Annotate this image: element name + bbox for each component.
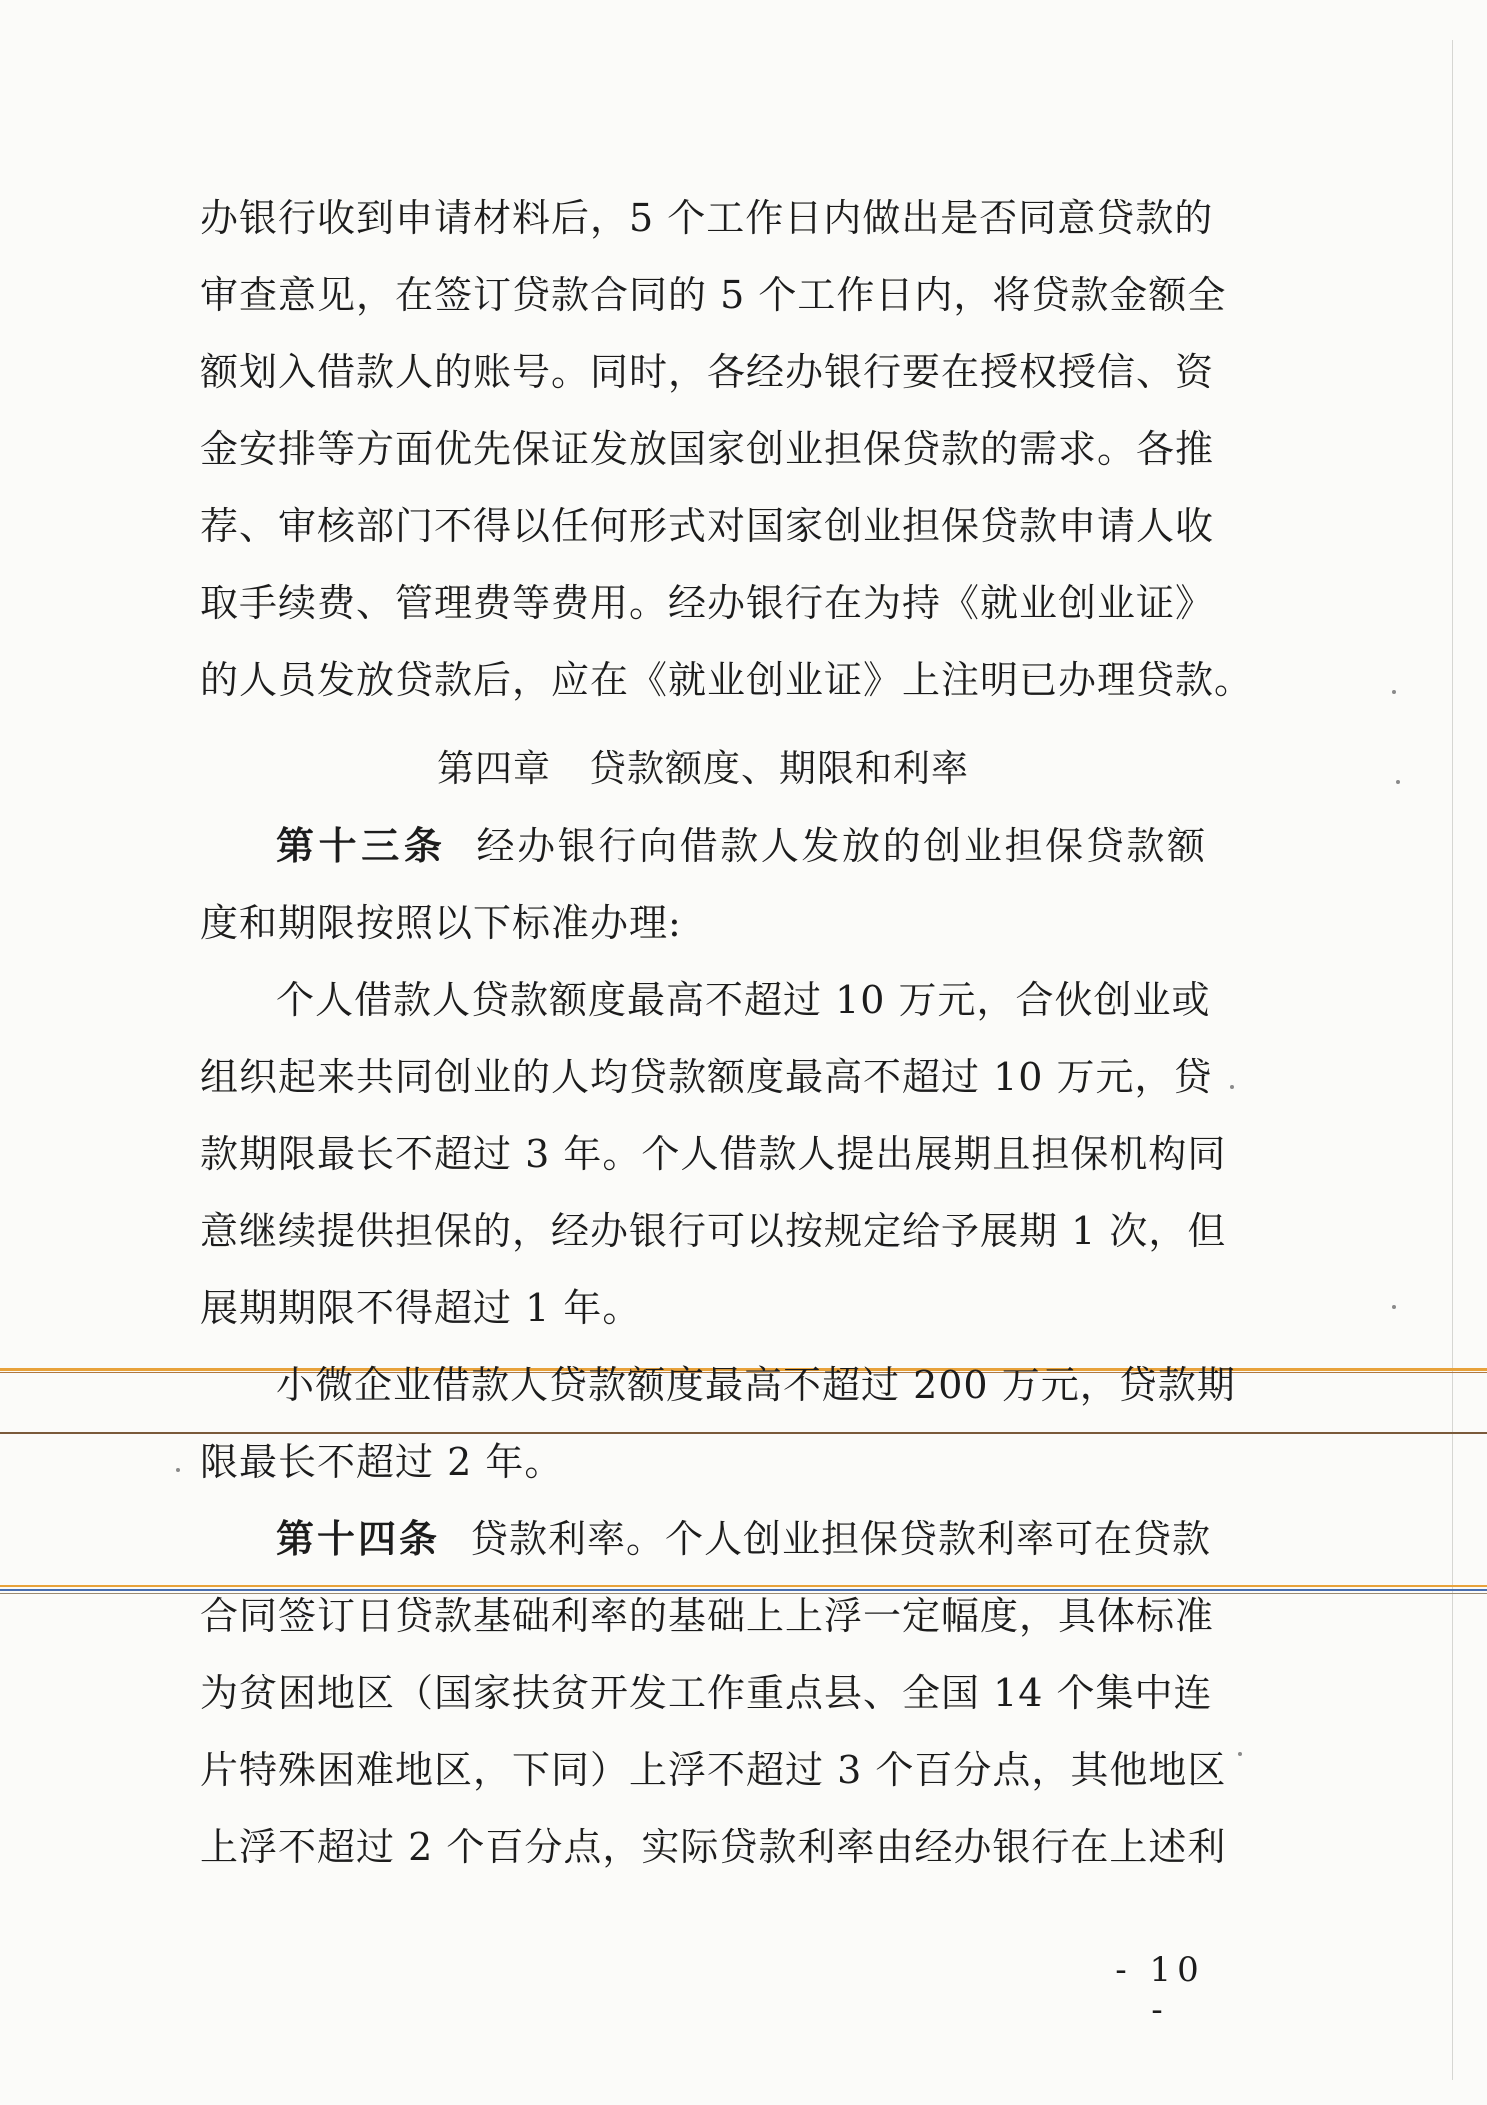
paragraph-2-line-1: 个人借款人贷款额度最高不超过 10 万元，合伙创业或 <box>276 978 1211 1022</box>
paragraph-1-line-7: 的人员发放贷款后，应在《就业创业证》上注明已办理贷款。 <box>200 658 1254 702</box>
paragraph-1-line-2: 审查意见，在签订贷款合同的 5 个工作日内，将贷款金额全 <box>200 273 1227 317</box>
paragraph-2-line-2: 组织起来共同创业的人均贷款额度最高不超过 10 万元，贷 <box>200 1055 1213 1099</box>
scan-speck <box>1392 690 1396 694</box>
scan-speck <box>1238 1752 1242 1756</box>
paragraph-1-line-5: 荐、审核部门不得以任何形式对国家创业担保贷款申请人收 <box>200 504 1215 548</box>
paragraph-2-line-5: 展期期限不得超过 1 年。 <box>200 1286 642 1330</box>
paragraph-2-line-3: 款期限最长不超过 3 年。个人借款人提出展期且担保机构同 <box>200 1132 1227 1176</box>
article-13-line-2: 度和期限按照以下标准办理: <box>200 901 682 945</box>
paragraph-1-line-4: 金安排等方面优先保证发放国家创业担保贷款的需求。各推 <box>200 427 1215 471</box>
paragraph-3-line-1: 小微企业借款人贷款额度最高不超过 200 万元，贷款期 <box>276 1363 1236 1407</box>
article-14-text: 贷款利率。个人创业担保贷款利率可在贷款 <box>470 1517 1212 1561</box>
article-14-number: 第十四条 <box>276 1517 441 1561</box>
scan-speck <box>176 1468 180 1472</box>
article-13-text: 经办银行向借款人发放的创业担保贷款额 <box>476 824 1206 868</box>
page-number: - 10 - <box>1115 1950 1205 2030</box>
scan-speck <box>1230 1085 1234 1089</box>
paragraph-3-line-2: 限最长不超过 2 年。 <box>200 1440 564 1484</box>
scan-artifact-line-orange-2 <box>0 1585 1487 1587</box>
scan-speck <box>1396 780 1400 784</box>
article-14-line-4: 片特殊困难地区，下同）上浮不超过 3 个百分点，其他地区 <box>200 1748 1227 1792</box>
paragraph-1-line-3: 额划入借款人的账号。同时，各经办银行要在授权授信、资 <box>200 350 1215 394</box>
scan-artifact-line-brown <box>0 1432 1487 1434</box>
scan-edge-rule <box>1452 40 1453 2080</box>
article-14-line-2: 合同签订日贷款基础利率的基础上上浮一定幅度，具体标准 <box>200 1594 1215 1638</box>
article-13-line-1 <box>276 820 1206 872</box>
article-14-line-1 <box>276 1513 1212 1565</box>
article-14-line-3: 为贫困地区（国家扶贫开发工作重点县、全国 14 个集中连 <box>200 1671 1213 1715</box>
paragraph-1-line-6: 取手续费、管理费等费用。经办银行在为持《就业创业证》 <box>200 581 1215 625</box>
article-14-line-5: 上浮不超过 2 个百分点，实际贷款利率由经办银行在上述利 <box>200 1825 1227 1869</box>
scan-speck <box>1392 1305 1396 1309</box>
article-13-number: 第十三条 <box>276 824 447 868</box>
paragraph-2-line-4: 意继续提供担保的，经办银行可以按规定给予展期 1 次，但 <box>200 1209 1227 1253</box>
paragraph-1-line-1: 办银行收到申请材料后，5 个工作日内做出是否同意贷款的 <box>200 196 1214 240</box>
chapter-heading: 第四章 贷款额度、期限和利率 <box>437 747 969 790</box>
